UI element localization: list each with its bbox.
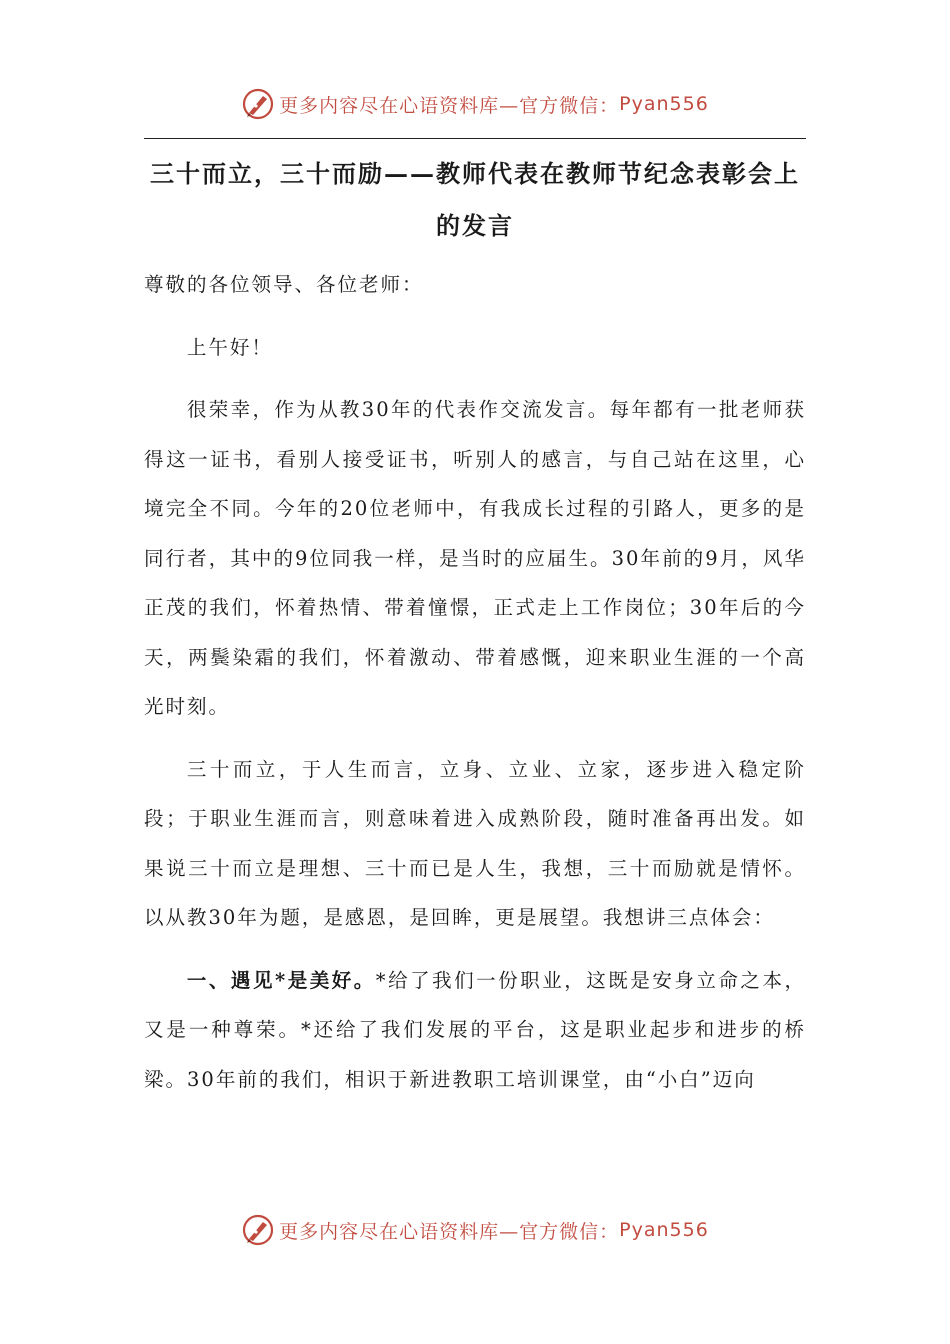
footer-watermark-banner — [0, 1210, 950, 1250]
document-title: 三十而立，三十而励——教师代表在教师节纪念表彰会上的发言 — [150, 159, 800, 240]
header-wechat-id: Pyan556 — [619, 93, 709, 115]
pen-logo-icon — [241, 1213, 275, 1247]
document-body — [144, 260, 806, 1117]
body-paragraph-1: 很荣幸，作为从教30年的代表作交流发言。每年都有一批老师获得这一证书，看别人接受证书，听别人的感言，与自己站在这里，心境完全不同。今年的20位老师中，有我成长过程的引路人，更多的是同行者，其中的9位同我一样，是当时的应届生。30年前的9月，风华正茂的我们，怀着热情、带着憧憬，正式走上工作岗位；30年后的今天，两鬓染霜的我们，怀着激动、带着感慨，迎来职业生涯的一个高光时刻。 — [144, 398, 806, 718]
body-paragraph-2: 三十而立，于人生而言，立身、立业、立家，逐步进入稳定阶段；于职业生涯而言，则意味着进入成熟阶段，随时准备再出发。如果说三十而立是理想、三十而已是人生，我想，三十而励就是情怀。以从教30年为题，是感恩，是回眸，更是展望。我想讲三点体会： — [144, 757, 806, 929]
header-banner-text: 更多内容尽在心语资料库—官方微信： — [279, 94, 620, 117]
header-divider — [144, 138, 806, 139]
header-watermark-banner — [0, 84, 950, 124]
pen-logo-icon — [241, 87, 275, 121]
section-1-text: *给了我们一份职业，这既是安身立命之本，又是一种尊荣。*还给了我们发展的平台，这是职业起步和进步的桥梁。30年前的我们，相识于新进教职工培训课堂，由“小白”迈向 — [144, 968, 806, 1091]
greeting: 上午好！ — [186, 335, 273, 359]
footer-banner-text: 更多内容尽在心语资料库—官方微信： — [279, 1220, 620, 1243]
salutation: 尊敬的各位领导、各位老师： — [144, 273, 424, 296]
footer-wechat-id: Pyan556 — [619, 1219, 709, 1241]
section-1-paragraph — [144, 956, 806, 1105]
section-1-heading: 一、遇见*是美好。 — [186, 968, 376, 992]
